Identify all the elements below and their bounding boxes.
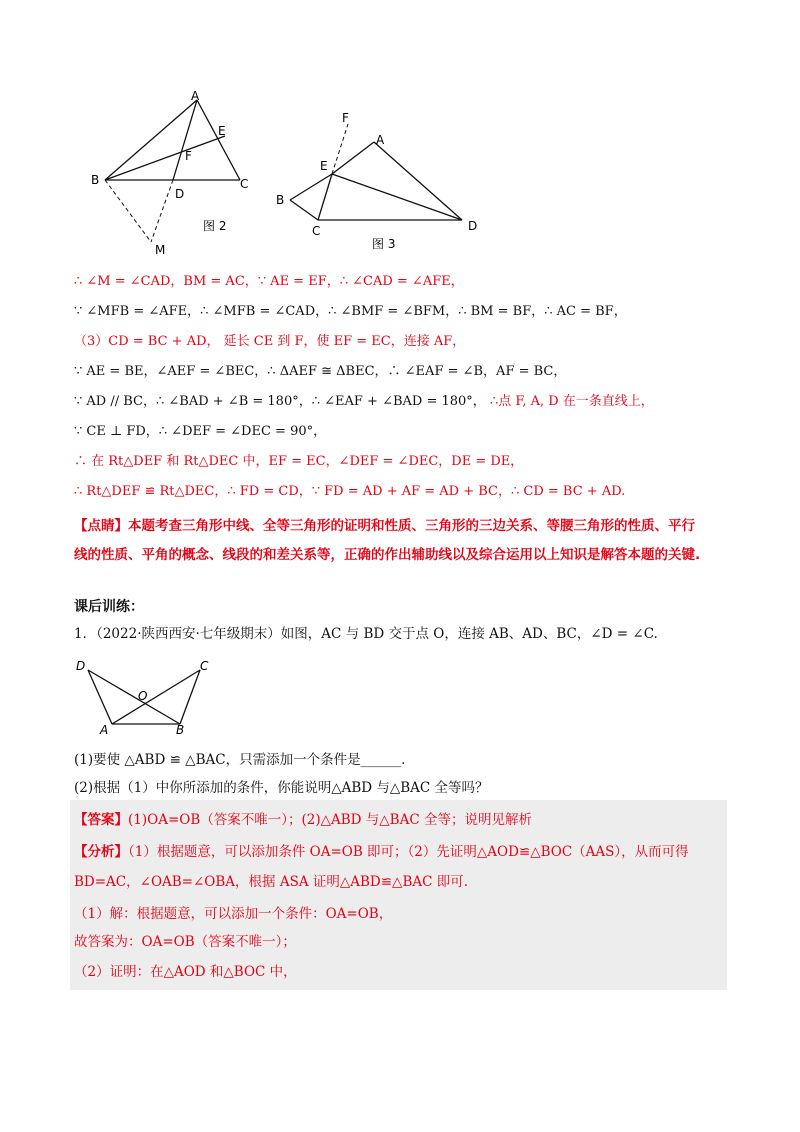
answer-line [74,808,532,828]
proof-line-5b: ∴点 F, A, D 在一条直线上， [489,394,654,409]
label-D: D [175,187,185,201]
figure-2 [85,88,265,260]
label-D: D [76,659,86,673]
label-B: B [91,173,100,187]
label-B: B [176,723,185,736]
figure-2-caption: 图 2 [203,219,227,233]
proof-line-3 [74,332,465,352]
label-A: A [191,89,200,103]
label-E: E [320,159,328,173]
label-F: F [342,111,349,125]
question-1-part-2: (2)根据（1）中你所添加的条件，你能说明△ABD 与△BAC 全等吗？ [74,780,489,796]
figure-3-caption: 图 3 [372,237,396,251]
question-1-part-1: (1)要使 △ABD ≌ △BAC，只需添加一个条件是______. [74,752,406,768]
label-E: E [218,124,226,138]
comment-text-1: 本题考查三角形中线、全等三角形的证明和性质、三角形的三边关系、等腰三角形的性质、平行 [128,518,695,534]
proof-line-1: ∴ ∠M = ∠CAD，BM = AC，∵ AE = EF，∴ ∠CAD = ∠AFE， [74,274,464,289]
label-O: O [138,689,148,703]
analysis-tag: 【分析】 [74,844,128,860]
label-B: B [276,193,285,207]
solution-line-3: （2）证明：在△AOD 和△BOC 中， [74,964,297,980]
proof-line-2: ∵ ∠MFB = ∠AFE，∴ ∠MFB = ∠CAD，∴ ∠BMF = ∠BFM，∴ BM = BF，∴ AC = BF， [74,304,627,319]
proof-line-8: ∴ Rt△DEF ≌ Rt△DEC，∴ FD = CD，∵ FD = AD + AF = AD + BC，∴ CD = BC + AD. [74,484,626,499]
answer-tag: 【答案】 [74,812,128,828]
answer-text: (1)OA=OB（答案不唯一）；(2)△ABD 与△BAC 全等；说明见解析 [128,812,532,828]
part-3-construction: 延长 CE 到 F，使 EF = EC，连接 AF， [223,334,466,349]
label-C: C [200,659,209,673]
proof-line-7: ∴ 在 Rt△DEF 和 Rt△DEC 中，EF = EC，∠DEF = ∠DEC，DE = DE， [74,454,524,469]
training-heading: 课后训练： [74,599,144,615]
part-3-claim: （3）CD = BC + AD， [74,334,220,349]
label-F: F [185,149,192,163]
label-C: C [240,177,249,191]
question-1-figure [72,656,222,736]
label-C: C [312,224,321,238]
comment-block [74,512,734,570]
label-A: A [100,723,109,736]
comment-text-2: 线的性质、平角的概念、线段的和差关系等，正确的作出辅助线以及综合运用以上知识是解答本题的关键. [74,547,701,563]
proof-line-4: ∵ AE = BE，∠AEF = ∠BEC，∴ ΔAEF ≅ ΔBEC，∴ ∠EAF = ∠B，AF = BC， [74,364,567,379]
label-M: M [155,243,166,257]
solution-line-2: 故答案为：OA=OB（答案不唯一）； [74,934,296,950]
comment-tag: 【点睛】 [74,518,128,534]
proof-line-5 [74,392,654,412]
solution-line-1: （1）解：根据题意，可以添加一个条件：OA=OB， [74,906,393,922]
analysis-line-1 [74,840,689,860]
analysis-text-1: （1）根据题意，可以添加条件 OA=OB 即可；（2）先证明△AOD≌△BOC（AAS），从而可得 [128,844,689,860]
label-A: A [376,133,385,147]
proof-line-5a: ∵ AD // BC，∴ ∠BAD + ∠B = 180°，∴ ∠EAF + ∠BAD = 180°， [74,394,486,409]
figure-3 [272,108,492,256]
label-D: D [468,219,478,233]
proof-line-6: ∵ CE ⊥ FD，∴ ∠DEF = ∠DEC = 90°， [74,424,327,439]
question-1: 1．（2022·陕西西安·七年级期末）如图，AC 与 BD 交于点 O，连接 AB、AD、BC，∠D = ∠C. [74,626,658,642]
analysis-line-2: BD=AC，∠OAB=∠OBA，根据 ASA 证明△ABD≌△BAC 即可. [74,874,469,890]
